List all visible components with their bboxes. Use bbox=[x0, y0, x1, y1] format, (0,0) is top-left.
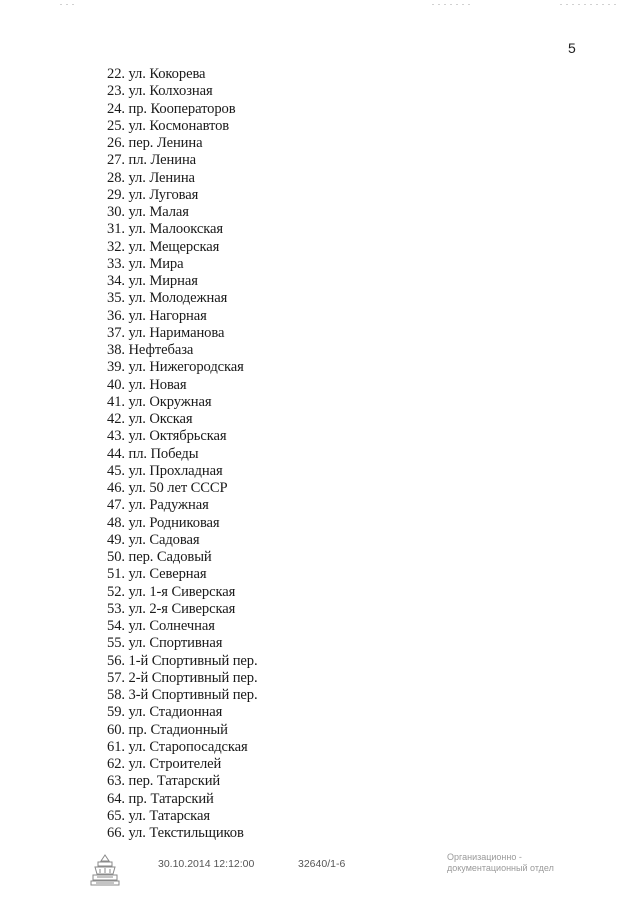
list-item: 31. ул. Малоокская bbox=[107, 221, 224, 238]
scan-artifact bbox=[560, 4, 620, 5]
list-item: 22. ул. Кокорева bbox=[107, 66, 206, 82]
list-item: 60. пр. Стадионный bbox=[107, 721, 228, 738]
list-item: 34. ул. Мирная bbox=[107, 273, 198, 289]
list-item: 41. ул. Окружная bbox=[107, 393, 212, 410]
list-item: 62. ул. Строителей bbox=[107, 756, 222, 772]
footer-document-number: 32640/1-6 bbox=[298, 858, 346, 870]
scan-artifact bbox=[60, 4, 74, 5]
list-item: 43. ул. Октябрьская bbox=[107, 428, 227, 445]
list-item: 64. пр. Татарский bbox=[107, 790, 214, 807]
footer-stamp-line: документационный отдел bbox=[447, 863, 554, 873]
scan-artifact bbox=[432, 4, 472, 5]
list-item: 63. пер. Татарский bbox=[107, 773, 221, 790]
list-item: 40. ул. Новая bbox=[107, 376, 187, 393]
list-item: 26. пер. Ленина bbox=[107, 135, 203, 151]
list-item: 33. ул. Мира bbox=[107, 255, 184, 272]
list-item: 35. ул. Молодежная bbox=[107, 290, 228, 307]
list-item: 42. ул. Окская bbox=[107, 411, 193, 427]
footer-datetime: 30.10.2014 12:12:00 bbox=[158, 858, 255, 870]
footer-stamp bbox=[447, 852, 554, 874]
list-item: 50. пер. Садовый bbox=[107, 549, 212, 565]
list-item: 29. ул. Луговая bbox=[107, 186, 199, 203]
list-item: 66. ул. Текстильщиков bbox=[107, 825, 244, 841]
list-item: 46. ул. 50 лет СССР bbox=[107, 480, 228, 496]
list-item: 53. ул. 2-я Сиверская bbox=[107, 600, 236, 617]
street-list bbox=[107, 66, 258, 842]
list-item: 23. ул. Колхозная bbox=[107, 83, 213, 100]
footer-stamp-line: Организационно - bbox=[447, 852, 522, 862]
list-item: 37. ул. Нариманова bbox=[107, 324, 225, 341]
list-item: 47. ул. Радужная bbox=[107, 497, 209, 514]
list-item: 54. ул. Солнечная bbox=[107, 618, 215, 634]
list-item: 58. 3-й Спортивный пер. bbox=[107, 687, 258, 703]
list-item: 45. ул. Прохладная bbox=[107, 462, 223, 479]
list-item: 65. ул. Татарская bbox=[107, 807, 210, 824]
list-item: 56. 1-й Спортивный пер. bbox=[107, 652, 258, 669]
list-item: 30. ул. Малая bbox=[107, 204, 189, 220]
list-item: 24. пр. Кооператоров bbox=[107, 100, 236, 117]
list-item: 44. пл. Победы bbox=[107, 445, 199, 462]
list-item: 57. 2-й Спортивный пер. bbox=[107, 669, 258, 686]
list-item: 28. ул. Ленина bbox=[107, 169, 195, 186]
page-number: 5 bbox=[568, 40, 576, 56]
list-item: 49. ул. Садовая bbox=[107, 531, 200, 548]
list-item: 38. Нефтебаза bbox=[107, 342, 194, 358]
list-item: 27. пл. Ленина bbox=[107, 152, 197, 169]
list-item: 52. ул. 1-я Сиверская bbox=[107, 583, 236, 600]
list-item: 32. ул. Мещерская bbox=[107, 238, 220, 255]
list-item: 61. ул. Старопосадская bbox=[107, 738, 248, 755]
list-item: 55. ул. Спортивная bbox=[107, 635, 223, 652]
list-item: 59. ул. Стадионная bbox=[107, 704, 223, 721]
list-item: 39. ул. Нижегородская bbox=[107, 359, 244, 376]
list-item: 25. ул. Космонавтов bbox=[107, 117, 230, 134]
list-item: 48. ул. Родниковая bbox=[107, 514, 220, 531]
list-item: 51. ул. Северная bbox=[107, 566, 207, 583]
emblem-icon bbox=[88, 852, 122, 888]
list-item: 36. ул. Нагорная bbox=[107, 307, 207, 324]
